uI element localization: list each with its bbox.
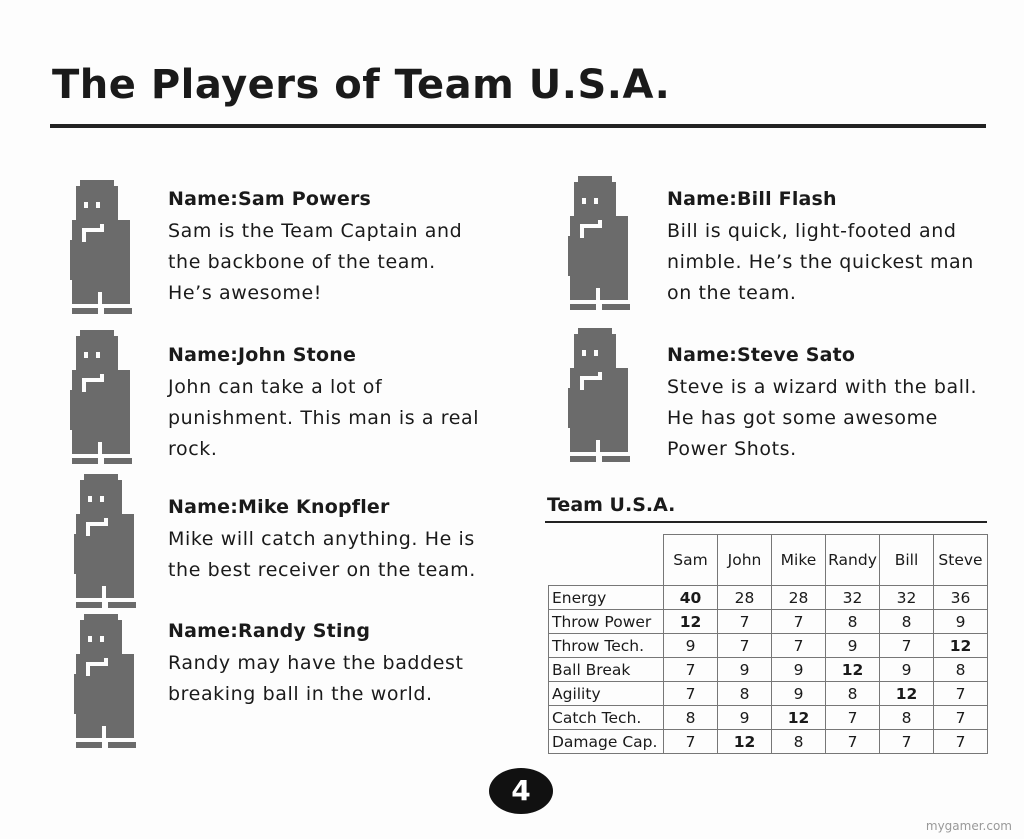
steve-sprite-icon [566, 328, 638, 468]
table-row [549, 658, 988, 682]
stat-cell: 32 [880, 586, 934, 610]
stat-cell: 7 [664, 658, 718, 682]
stat-cell: 12 [718, 730, 772, 754]
stat-cell: 8 [826, 682, 880, 706]
player-card-john [168, 344, 568, 465]
column-header: Bill [880, 535, 934, 586]
player-description: Bill is quick, light-footed and nimble. He’s the quickest man on the team. [667, 220, 974, 304]
stat-cell: 7 [718, 610, 772, 634]
stat-cell: 7 [934, 730, 988, 754]
player-description: Sam is the Team Captain and the backbone of the team. He’s awesome! [168, 220, 463, 304]
row-label: Throw Tech. [549, 634, 664, 658]
table-row [549, 634, 988, 658]
player-card-sam [168, 188, 568, 309]
stat-cell: 40 [664, 586, 718, 610]
row-label: Energy [549, 586, 664, 610]
table-header-row [549, 535, 988, 586]
table-row [549, 610, 988, 634]
column-header: Sam [664, 535, 718, 586]
stat-cell: 28 [718, 586, 772, 610]
row-label: Throw Power [549, 610, 664, 634]
player-name: Name:Bill Flash [667, 188, 837, 210]
stat-cell: 7 [880, 634, 934, 658]
row-label: Catch Tech. [549, 706, 664, 730]
sam-sprite-icon [68, 180, 140, 320]
column-header: John [718, 535, 772, 586]
page-number: 4 [489, 768, 553, 814]
player-card-bill [667, 188, 1024, 309]
stat-cell: 7 [772, 610, 826, 634]
stat-cell: 7 [664, 682, 718, 706]
player-name: Name:John Stone [168, 344, 357, 366]
column-header: Mike [772, 535, 826, 586]
player-description: Steve is a wizard with the ball. He has got some awesome Power Shots. [667, 376, 978, 460]
stat-cell: 7 [826, 706, 880, 730]
row-label: Ball Break [549, 658, 664, 682]
table-title: Team U.S.A. [547, 494, 676, 516]
stat-cell: 12 [880, 682, 934, 706]
stat-cell: 12 [664, 610, 718, 634]
stat-cell: 8 [934, 658, 988, 682]
stat-cell: 7 [772, 634, 826, 658]
stats-table [548, 534, 988, 754]
player-name: Name:Steve Sato [667, 344, 856, 366]
table-row [549, 706, 988, 730]
table-row [549, 682, 988, 706]
john-sprite-icon [68, 330, 140, 470]
header-blank [549, 535, 664, 586]
stat-cell: 7 [826, 730, 880, 754]
stat-cell: 12 [934, 634, 988, 658]
stat-cell: 7 [934, 706, 988, 730]
stat-cell: 7 [664, 730, 718, 754]
stat-cell: 9 [664, 634, 718, 658]
stat-cell: 28 [772, 586, 826, 610]
stat-cell: 8 [826, 610, 880, 634]
stat-cell: 9 [880, 658, 934, 682]
row-label: Damage Cap. [549, 730, 664, 754]
stat-cell: 9 [718, 706, 772, 730]
stat-cell: 8 [880, 610, 934, 634]
player-name: Name:Mike Knopfler [168, 496, 390, 518]
column-header: Steve [934, 535, 988, 586]
stat-cell: 9 [718, 658, 772, 682]
bill-sprite-icon [566, 176, 638, 316]
row-label: Agility [549, 682, 664, 706]
player-card-randy [168, 620, 568, 710]
table-divider [545, 521, 987, 523]
stat-cell: 7 [718, 634, 772, 658]
page-title: The Players of Team U.S.A. [52, 62, 671, 108]
stat-cell: 9 [772, 682, 826, 706]
player-description: Randy may have the baddest breaking ball in the world. [168, 652, 464, 705]
stat-cell: 8 [772, 730, 826, 754]
table-row [549, 586, 988, 610]
player-card-steve [667, 344, 1024, 465]
stat-cell: 8 [718, 682, 772, 706]
stat-cell: 9 [772, 658, 826, 682]
randy-sprite-icon [72, 614, 144, 754]
player-card-mike [168, 496, 568, 586]
player-name: Name:Sam Powers [168, 188, 372, 210]
stat-cell: 9 [826, 634, 880, 658]
stat-cell: 7 [934, 682, 988, 706]
title-divider [50, 124, 986, 128]
watermark: mygamer.com [925, 819, 1012, 833]
stat-cell: 8 [664, 706, 718, 730]
player-description: Mike will catch anything. He is the best receiver on the team. [168, 528, 476, 581]
stat-cell: 36 [934, 586, 988, 610]
column-header: Randy [826, 535, 880, 586]
stat-cell: 32 [826, 586, 880, 610]
stat-cell: 12 [772, 706, 826, 730]
mike-sprite-icon [72, 474, 144, 614]
stat-cell: 8 [880, 706, 934, 730]
stat-cell: 7 [880, 730, 934, 754]
player-name: Name:Randy Sting [168, 620, 371, 642]
stat-cell: 12 [826, 658, 880, 682]
stat-cell: 9 [934, 610, 988, 634]
table-row [549, 730, 988, 754]
player-description: John can take a lot of punishment. This man is a real rock. [168, 376, 480, 460]
